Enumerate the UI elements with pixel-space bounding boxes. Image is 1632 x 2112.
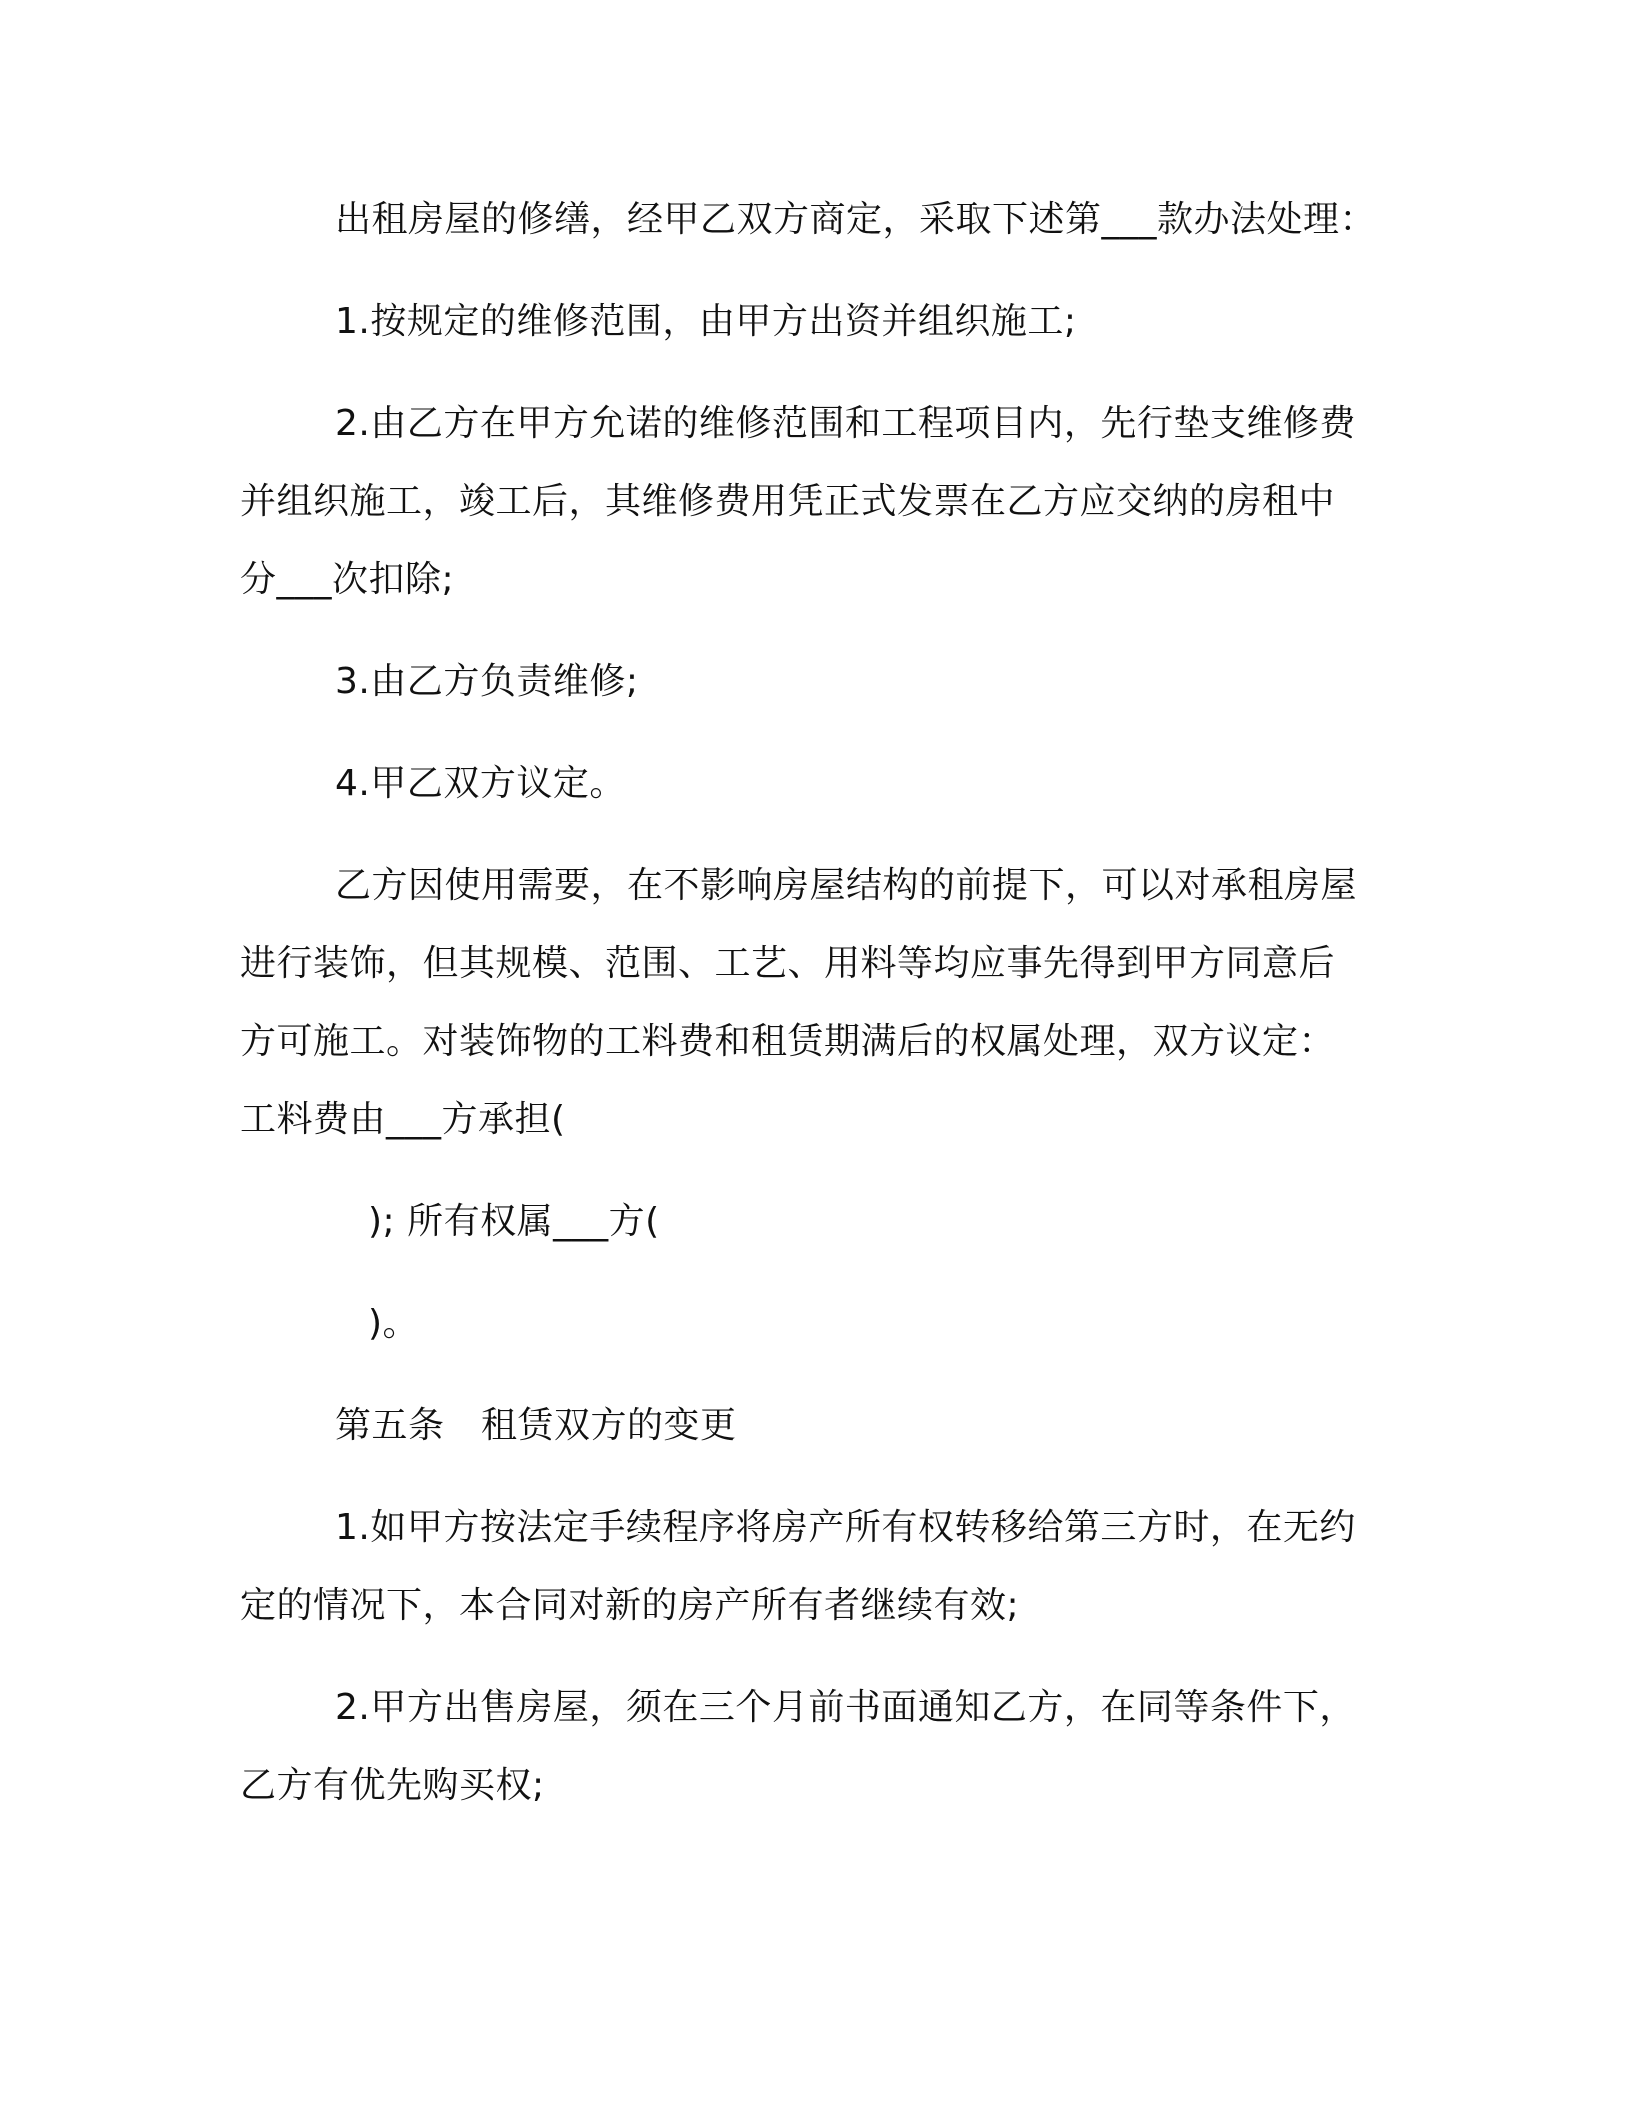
repair-option-4: 4.甲乙双方议定。 xyxy=(335,763,626,804)
ownership-line: ); 所有权属___方( xyxy=(368,1201,660,1242)
decoration-paragraph-line-2: 进行装饰，但其规模、范围、工艺、用料等均应事先得到甲方同意后 xyxy=(240,943,1336,984)
repair-option-3: 3.由乙方负责维修; xyxy=(335,661,639,702)
decoration-paragraph-line-1: 乙方因使用需要，在不影响房屋结构的前提下，可以对承租房屋 xyxy=(335,865,1358,906)
article-5-item-2-line-2: 乙方有优先购买权; xyxy=(240,1765,545,1806)
article-5-item-1-line-1: 1.如甲方按法定手续程序将房产所有权转移给第三方时，在无约 xyxy=(335,1507,1356,1548)
repair-option-2-line-3: 分___次扣除; xyxy=(240,559,455,600)
repair-option-2-line-1: 2.由乙方在甲方允诺的维修范围和工程项目内，先行垫支维修费 xyxy=(335,403,1356,444)
repair-option-1: 1.按规定的维修范围，由甲方出资并组织施工; xyxy=(335,301,1077,342)
repair-option-2-line-2: 并组织施工，竣工后，其维修费用凭正式发票在乙方应交纳的房租中 xyxy=(240,481,1336,522)
paragraph-repair-intro: 出租房屋的修缮，经甲乙双方商定，采取下述第___款办法处理： xyxy=(335,199,1377,240)
closing-parenthesis-line: )。 xyxy=(368,1303,420,1344)
decoration-paragraph-line-4: 工料费由___方承担( xyxy=(240,1099,566,1140)
article-5-item-1-line-2: 定的情况下，本合同对新的房产所有者继续有效; xyxy=(240,1585,1020,1626)
article-5-item-2-line-1: 2.甲方出售房屋，须在三个月前书面通知乙方，在同等条件下， xyxy=(335,1687,1356,1728)
decoration-paragraph-line-3: 方可施工。对装饰物的工料费和租赁期满后的权属处理，双方议定： xyxy=(240,1021,1336,1062)
article-5-heading: 第五条 租赁双方的变更 xyxy=(335,1405,737,1446)
